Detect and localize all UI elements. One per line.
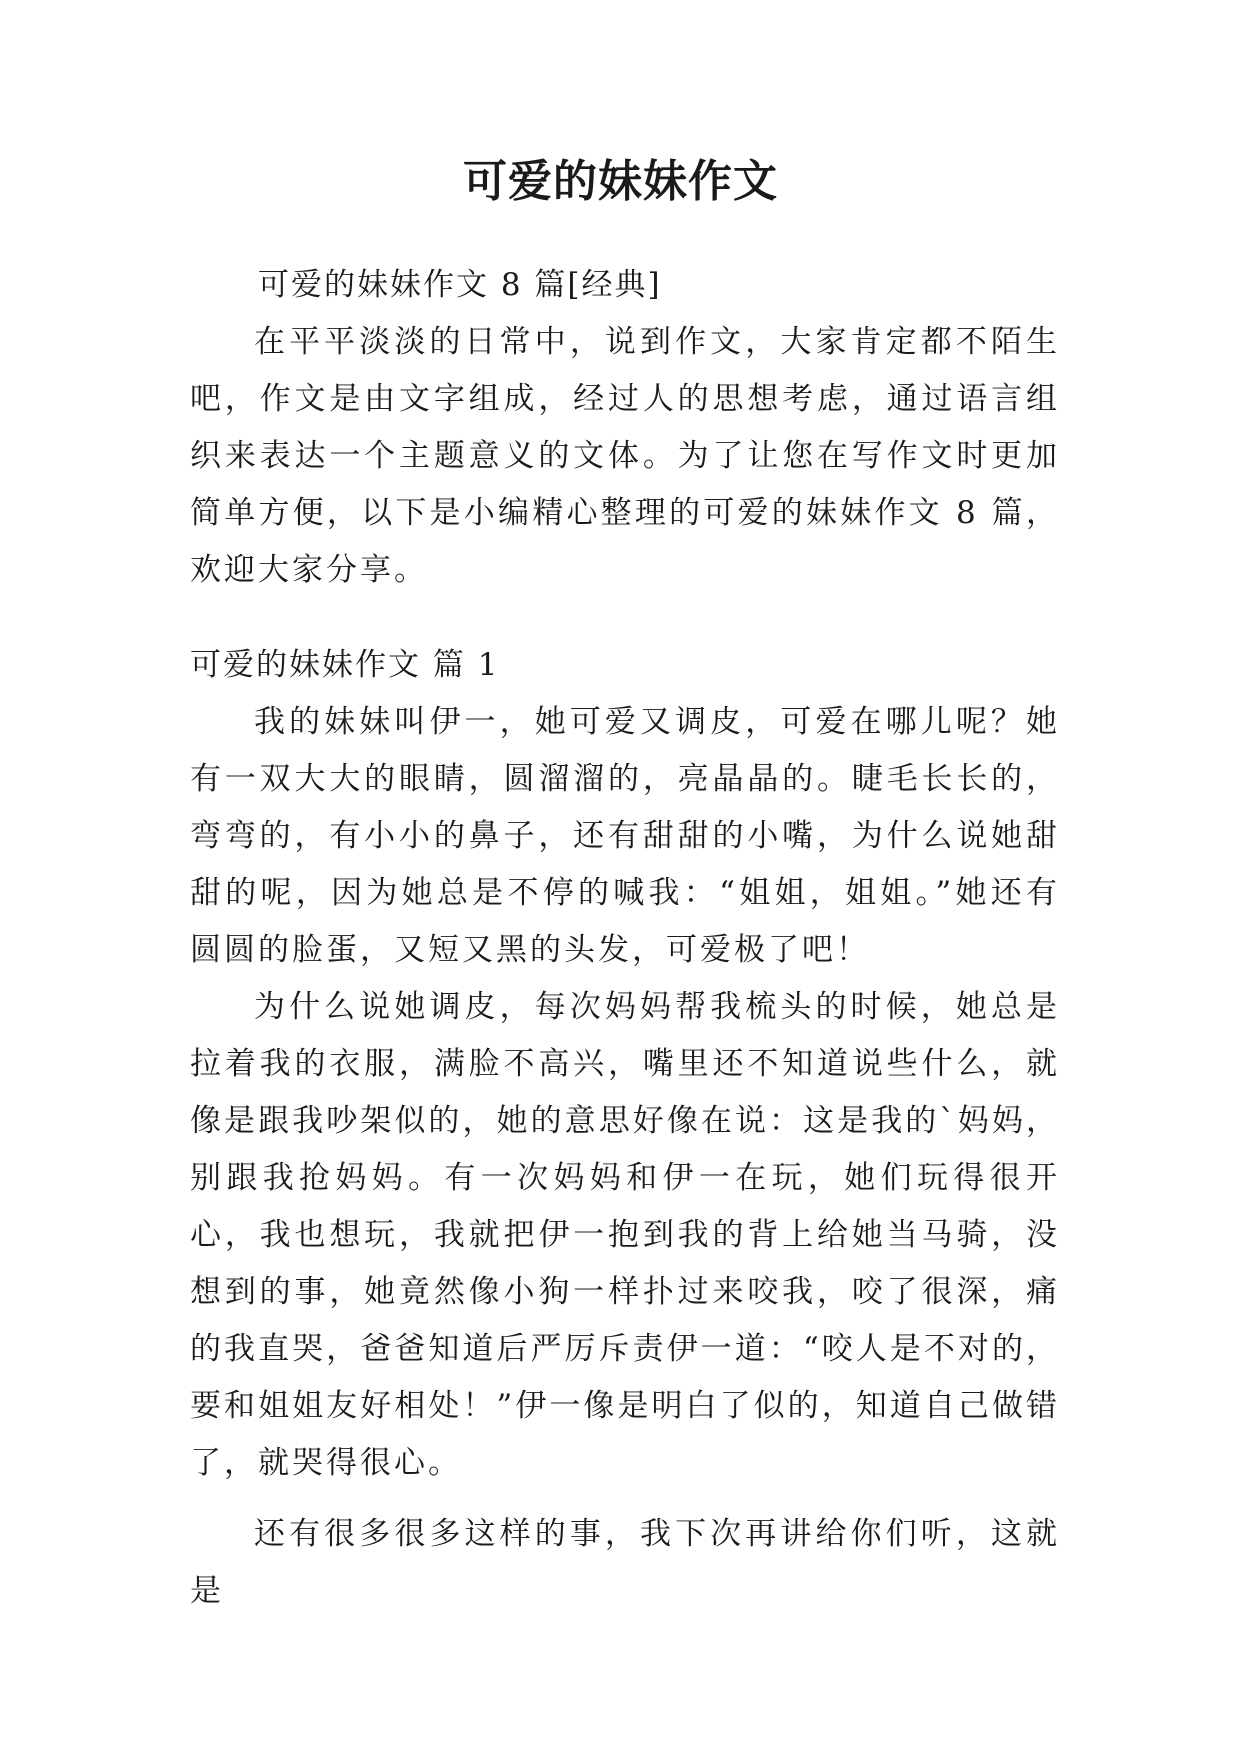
page-title: 可爱的妹妹作文 — [463, 156, 778, 207]
body-paragraph-3: 还有很多很多这样的事，我下次再讲给你们听，这就是 — [190, 1516, 1060, 1609]
section-body — [190, 694, 1060, 1620]
body-paragraph-1: 我的妹妹叫伊一，她可爱又调皮，可爱在哪儿呢？她有一双大大的眼睛，圆溜溜的，亮晶晶的。睫毛长长的，弯弯的，有小小的鼻子，还有甜甜的小嘴，为什么说她甜甜的呢，因为她总是不停的喊我：“姐姐，姐姐。”她还有圆圆的脸蛋，又短又黑的头发，可爱极了吧！ — [190, 704, 1060, 968]
document-subtitle: 可爱的妹妹作文 8 篇[经典] — [258, 267, 662, 303]
intro-block — [190, 314, 1060, 599]
section-heading: 可爱的妹妹作文 篇 1 — [190, 647, 500, 683]
intro-paragraph: 在平平淡淡的日常中，说到作文，大家肯定都不陌生吧，作文是由文字组成，经过人的思想考虑，通过语言组织来表达一个主题意义的文体。为了让您在写作文时更加简单方便，以下是小编精心整理的可爱的妹妹作文 8 篇，欢迎大家分享。 — [190, 324, 1060, 588]
body-paragraph-2: 为什么说她调皮，每次妈妈帮我梳头的时候，她总是拉着我的衣服，满脸不高兴，嘴里还不知道说些什么，就像是跟我吵架似的，她的意思好像在说：这是我的`妈妈，别跟我抢妈妈。有一次妈妈和伊一在玩，她们玩得很开心，我也想玩，我就把伊一抱到我的背上给她当马骑，没想到的事，她竟然像小狗一样扑过来咬我，咬了很深，痛的我直哭，爸爸知道后严厉斥责伊一道：“咬人是不对的，要和姐姐友好相处！”伊一像是明白了似的，知道自己做错了，就哭得很心。 — [190, 989, 1060, 1481]
